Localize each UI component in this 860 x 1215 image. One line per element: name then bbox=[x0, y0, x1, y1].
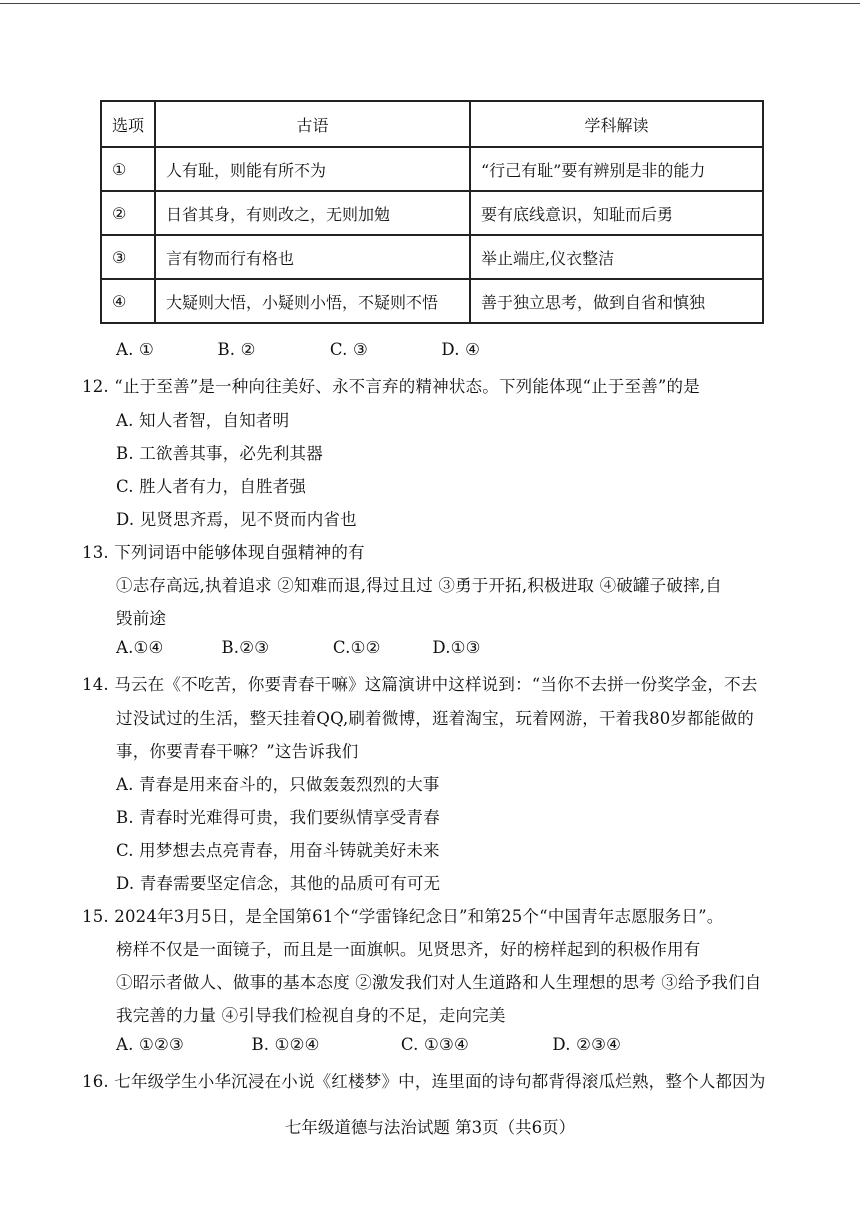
question-12-stem: 12. “止于至善”是一种向往美好、永不言弃的精神状态。下列能体现“止于至善”的是 bbox=[82, 377, 700, 396]
table-header-row bbox=[101, 101, 763, 147]
question-14-option-c: C. 用梦想去点亮青春，用奋斗铸就美好未来 bbox=[116, 841, 440, 860]
question-15-options bbox=[116, 1035, 621, 1054]
question-13-items-cont: 毁前途 bbox=[116, 609, 167, 628]
table-cell: 善于独立思考，做到自省和慎独 bbox=[470, 279, 763, 323]
question-14-stem: 14. 马云在《不吃苦，你要青春干嘛》这篇演讲中这样说到：“当你不去拼一份奖学金，不去 bbox=[82, 675, 758, 694]
question-11-table bbox=[100, 100, 764, 324]
question-13-items: ①志存高远,执着追求 ②知难而退,得过且过 ③勇于开拓,积极进取 ④破罐子破摔,自 bbox=[116, 576, 722, 595]
option-c: C.①② bbox=[332, 638, 381, 657]
option-d: D. ②③④ bbox=[552, 1035, 622, 1054]
table-cell: ① bbox=[101, 147, 155, 191]
table-header-cell: 学科解读 bbox=[470, 101, 763, 147]
table-cell: 举止端庄,仪衣整洁 bbox=[470, 235, 763, 279]
table-cell: 人有耻，则能有所不为 bbox=[155, 147, 470, 191]
question-13-options bbox=[116, 638, 481, 657]
table-cell: ② bbox=[101, 191, 155, 235]
option-b: B. ② bbox=[217, 340, 256, 359]
table-cell: 日省其身，有则改之，无则加勉 bbox=[155, 191, 470, 235]
table-cell: 要有底线意识，知耻而后勇 bbox=[470, 191, 763, 235]
table-cell: ④ bbox=[101, 279, 155, 323]
option-d: D. ④ bbox=[441, 340, 481, 359]
table-row bbox=[101, 147, 763, 191]
table-cell: ③ bbox=[101, 235, 155, 279]
table-row bbox=[101, 279, 763, 323]
table-header-cell: 古语 bbox=[155, 101, 470, 147]
option-a: A.①④ bbox=[116, 638, 164, 657]
table-cell: “行己有耻”要有辨别是非的能力 bbox=[470, 147, 763, 191]
table-cell: 大疑则大悟，小疑则小悟，不疑则不悟 bbox=[155, 279, 470, 323]
question-12-option-b: B. 工欲善其事，必先利其器 bbox=[116, 444, 323, 463]
question-14-option-b: B. 青春时光难得可贵，我们要纵情享受青春 bbox=[116, 808, 440, 827]
option-d: D.①③ bbox=[432, 638, 481, 657]
option-b: B. ①②④ bbox=[251, 1035, 320, 1054]
table-header-cell: 选项 bbox=[101, 101, 155, 147]
question-14-stem-cont: 过没试过的生活，整天挂着QQ,刷着微博，逛着淘宝，玩着网游，干着我80岁都能做的 bbox=[116, 709, 754, 728]
question-12-option-a: A. 知人者智，自知者明 bbox=[116, 411, 290, 430]
question-14-option-a: A. 青春是用来奋斗的，只做轰轰烈烈的大事 bbox=[116, 775, 440, 794]
question-12-option-c: C. 胜人者有力，自胜者强 bbox=[116, 477, 307, 496]
question-11-options bbox=[116, 340, 480, 359]
table-cell: 言有物而行有格也 bbox=[155, 235, 470, 279]
question-12-option-d: D. 见贤思齐焉，见不贤而内省也 bbox=[116, 510, 357, 529]
page-footer: 七年级道德与法治试题 第3页（共6页） bbox=[284, 1118, 576, 1137]
table-row bbox=[101, 191, 763, 235]
question-15-items: ①昭示者做人、做事的基本态度 ②激发我们对人生道路和人生理想的思考 ③给予我们自 bbox=[116, 973, 762, 992]
question-13-stem: 13. 下列词语中能够体现自强精神的有 bbox=[82, 543, 365, 562]
option-b: B.②③ bbox=[221, 638, 270, 657]
option-a: A. ①②③ bbox=[116, 1035, 184, 1054]
option-a: A. ① bbox=[116, 340, 154, 359]
option-c: C. ①③④ bbox=[400, 1035, 470, 1054]
question-14-stem-cont: 事，你要青春干嘛？”这告诉我们 bbox=[116, 742, 359, 761]
option-c: C. ③ bbox=[329, 340, 369, 359]
question-15-stem-cont: 榜样不仅是一面镜子，而且是一面旗帜。见贤思齐，好的榜样起到的积极作用有 bbox=[116, 940, 701, 959]
table-row bbox=[101, 235, 763, 279]
question-16-stem: 16. 七年级学生小华沉浸在小说《红楼梦》中，连里面的诗句都背得滚瓜烂熟，整个人都因为 bbox=[82, 1072, 766, 1091]
question-15-stem: 15. 2024年3月5日，是全国第61个“学雷锋纪念日”和第25个“中国青年志愿服务日”。 bbox=[82, 907, 724, 926]
question-15-items-cont: 我完善的力量 ④引导我们检视自身的不足，走向完美 bbox=[116, 1006, 506, 1025]
question-14-option-d: D. 青春需要坚定信念，其他的品质可有可无 bbox=[116, 874, 441, 893]
